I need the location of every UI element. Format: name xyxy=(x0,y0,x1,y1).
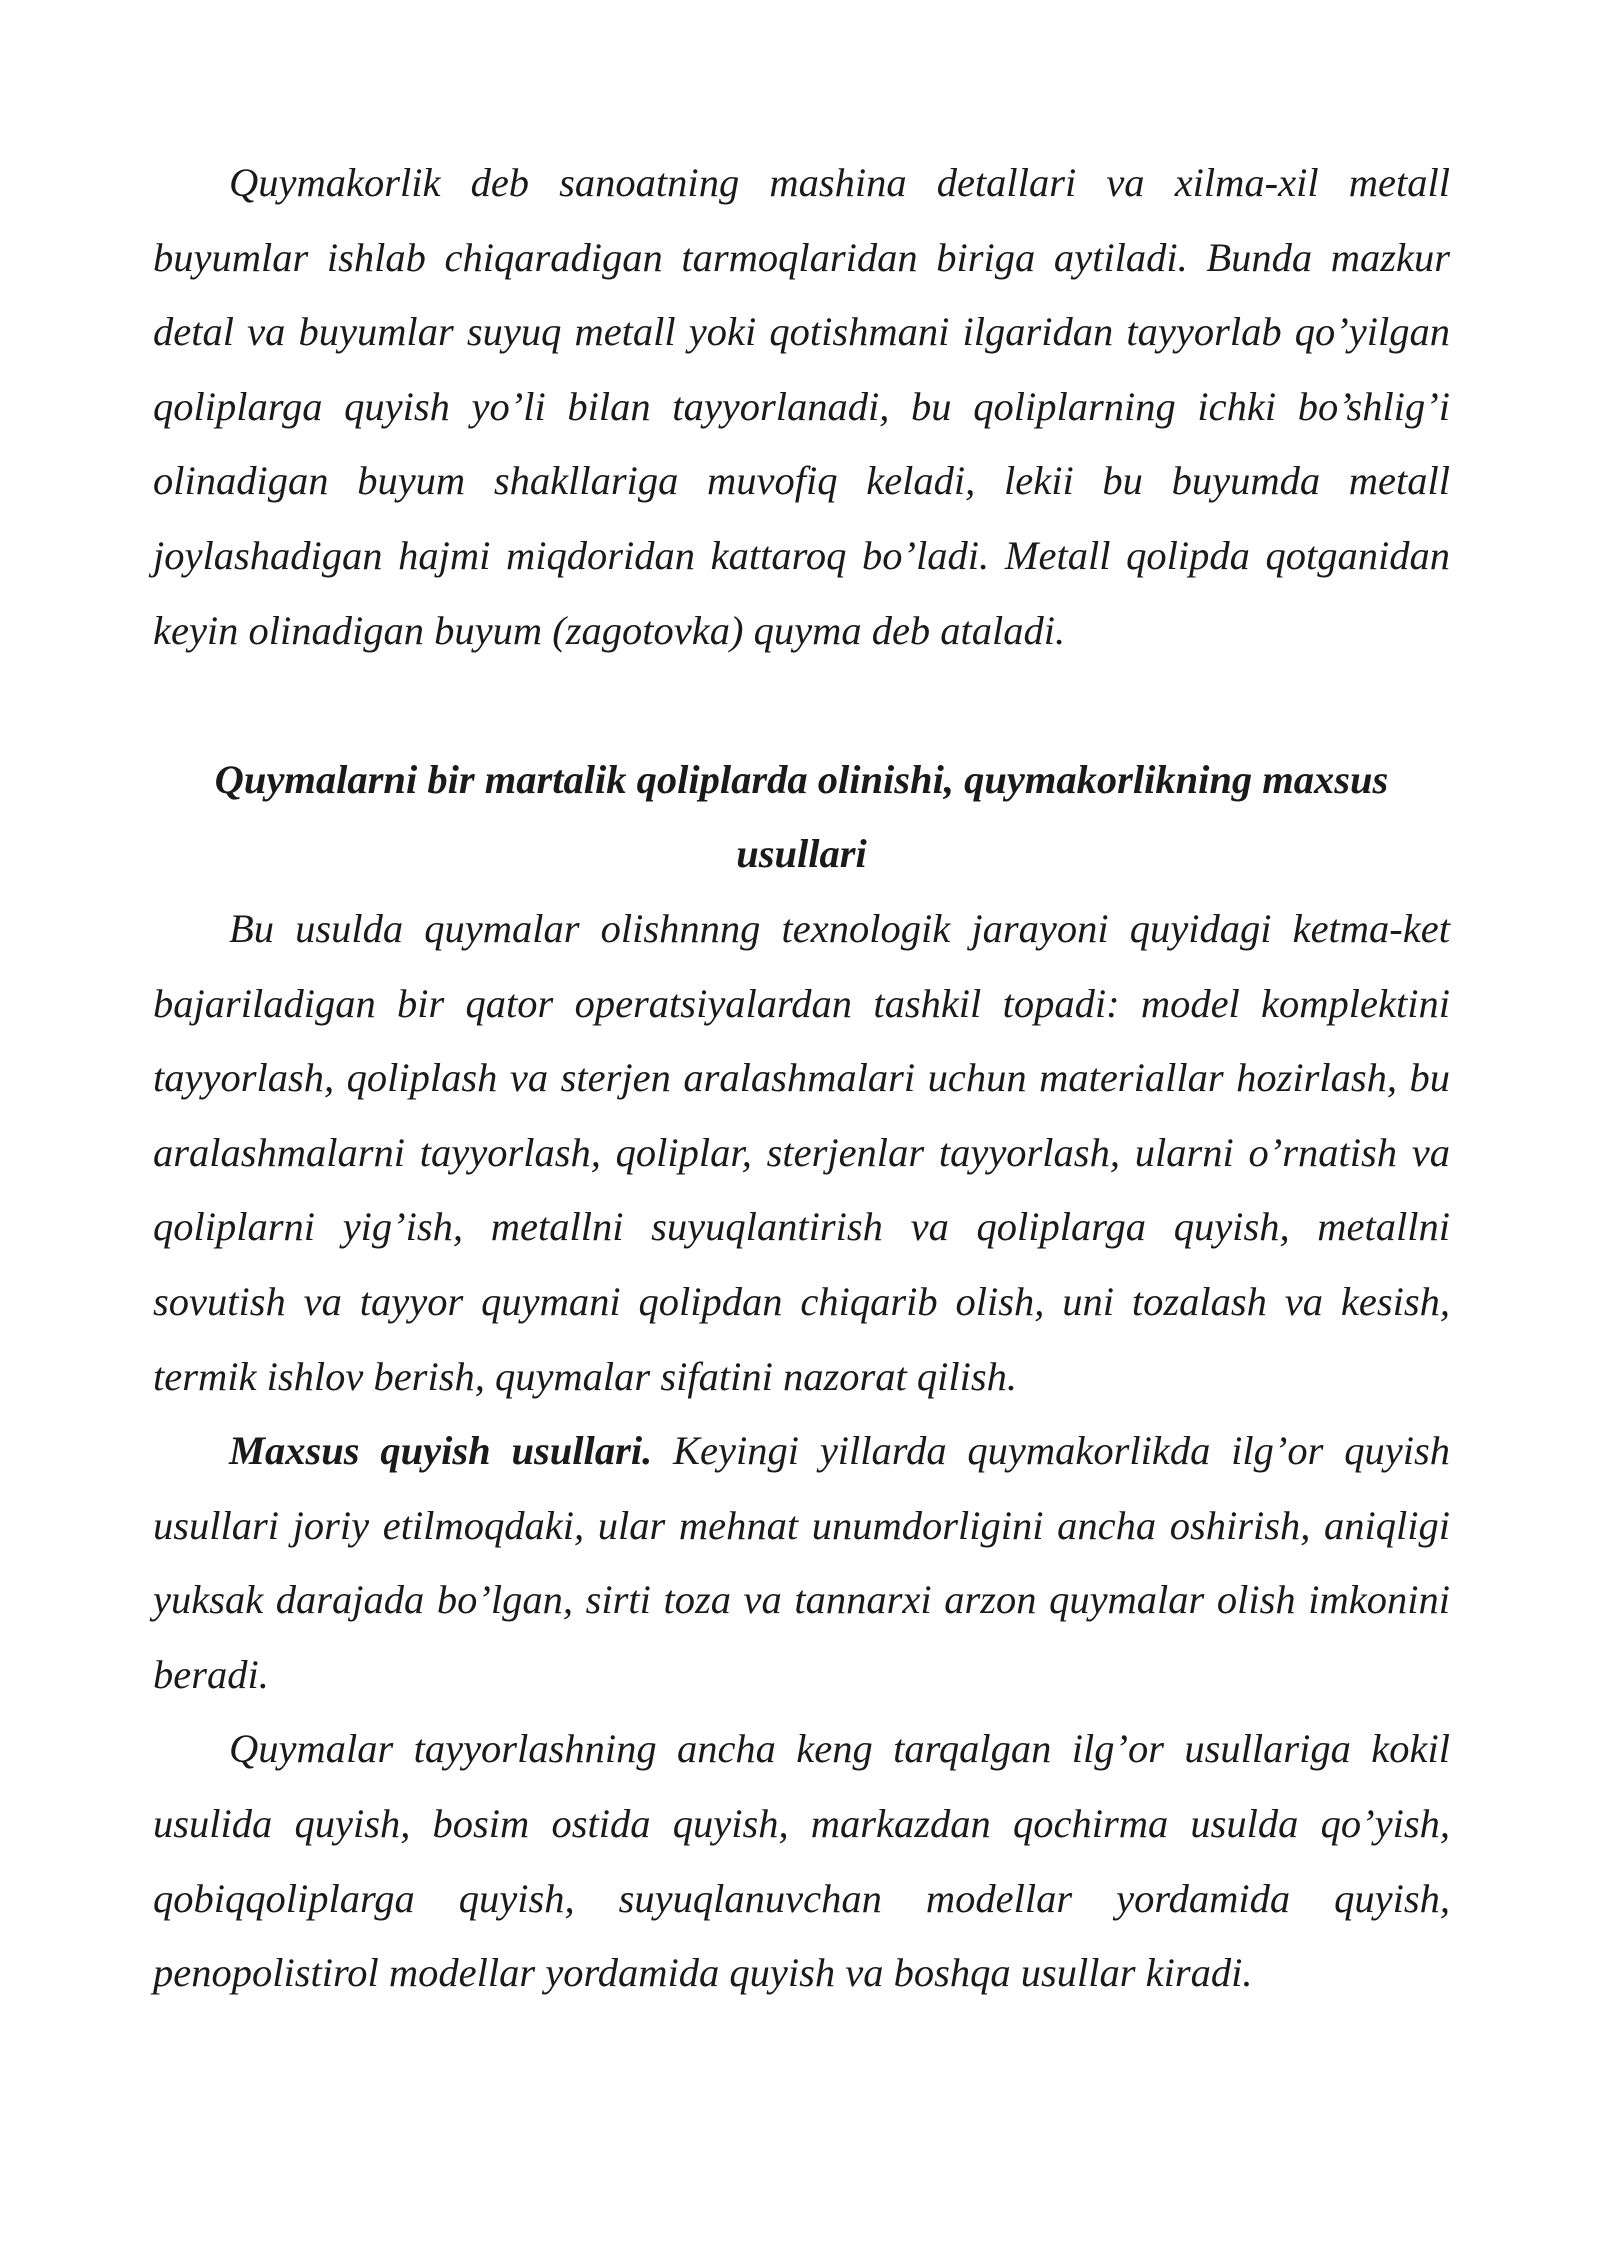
section-heading: Quymalarni bir martalik qoliplarda olinishi, quymakorlikning maxsus usullari xyxy=(214,756,1389,877)
paragraph-spacer xyxy=(153,668,1450,743)
methods-list-paragraph: Quymalar tayyorlashning ancha keng tarqalgan ilg’or usullariga kokil usulida quyish, bosim ostida quyish, markazdan qochirma usulda qo’yish, qobiqqoliplarga quyish, suyuqlanuvchan modellar yordamida quyish, penopolistirol modellar yordamida quyish va boshqa usullar kiradi. xyxy=(153,1726,1450,1996)
intro-paragraph: Quymakorlik deb sanoatning mashina detallari va xilma-xil metall buyumlar ishlab chiqaradigan tarmoqlaridan biriga aytiladi. Bunda mazkur detal va buyumlar suyuq metall yoki qotishmani ilgaridan tayyorlab qo’yilgan qoliplarga quyish yo’li bilan tayyorlanadi, bu qoliplarning ichki bo’shlig’i olinadigan buyum shakllariga muvofiq keladi, lekii bu buyumda metall joylashadigan hajmi miqdoridan kattaroq bo’ladi. Metall qolipda qotganidan keyin olinadigan buyum (zagotovka) quyma deb ataladi. xyxy=(153,160,1450,653)
document-page xyxy=(153,146,1450,2011)
special-methods-text: Keyingi yillarda quymakorlikda ilg’or quyish usullari joriy etilmoqdaki, ular mehnat unumdorligini ancha oshirish, aniqligi yuksak darajada bo’lgan, sirti toza va tannarxi arzon quymalar olish imkonini beradi. xyxy=(153,1428,1450,1697)
special-methods-title: Maxsus quyish usullari. xyxy=(229,1428,653,1474)
special-methods-paragraph xyxy=(153,1414,1450,1712)
process-paragraph: Bu usulda quymalar olishnnng texnologik jarayoni quyidagi ketma-ket bajariladigan bir qator operatsiyalardan tashkil topadi: model komplektini tayyorlash, qoliplash va sterjen aralashmalari uchun materiallar hozirlash, bu aralashmalarni tayyorlash, qoliplar, sterjenlar tayyorlash, ularni o’rnatish va qoliplarni yig’ish, metallni suyuqlantirish va qoliplarga quyish, metallni sovutish va tayyor quymani qolipdan chiqarib olish, uni tozalash va kesish, termik ishlov berish, quymalar sifatini nazorat qilish. xyxy=(153,905,1450,1399)
